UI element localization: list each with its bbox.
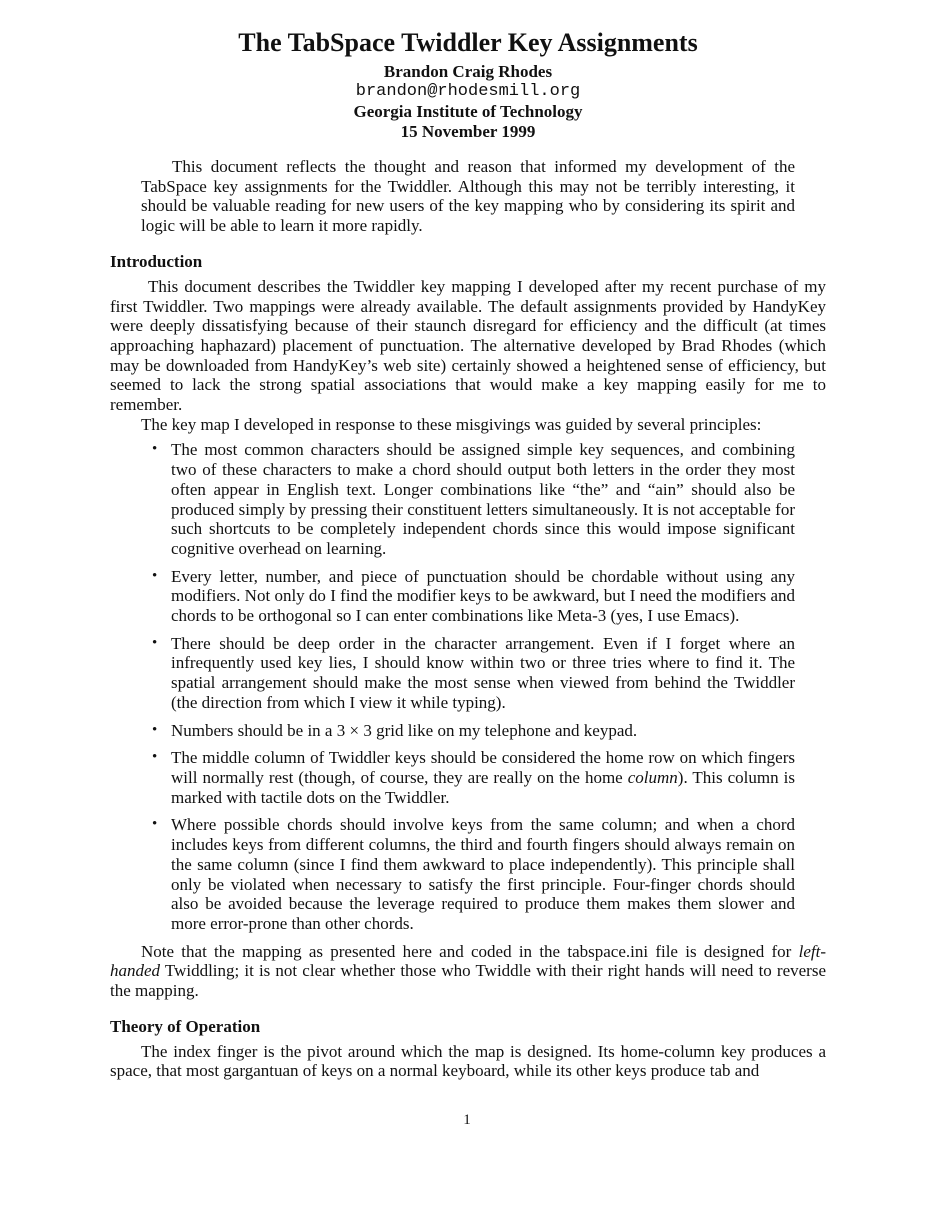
paper-title: The TabSpace Twiddler Key Assignments	[238, 28, 698, 57]
bullet-icon: •	[152, 721, 158, 738]
section-heading-introduction: Introduction	[110, 251, 203, 271]
handedness-note	[110, 942, 826, 1001]
section-heading-theory: Theory of Operation	[110, 1016, 261, 1036]
title-block	[110, 26, 826, 142]
list-item	[152, 720, 795, 741]
principle-text: Where possible chords should involve keys from the same column; and when a chord includes keys from different columns, the third and fourth fingers should always remain on the same column (since I find them awkward to place independently). This principle shall only be violated when necessary to satisfy the first principle. Four-finger chords should also be avoided because the leverage required to produce them makes them slower and more error-prone than other chords.	[171, 815, 795, 933]
principle-text: Numbers should be in a 3 × 3 grid like on my telephone and keypad.	[171, 720, 638, 740]
document-page	[110, 26, 826, 1081]
intro-paragraph-2: The key map I developed in response to these misgivings was guided by several principles:	[141, 414, 762, 434]
principle-emphasis: column	[627, 767, 678, 787]
list-item	[152, 440, 795, 558]
note-text-before: Note that the mapping as presented here and coded in the tabspace.ini file is designed for	[141, 941, 799, 961]
principle-text: Every letter, number, and piece of punctuation should be chordable without using any modifiers. Not only do I find the modifier keys to be awkward, but I need the modifiers and chords to be orthogonal so I can enter combinations like Meta-3 (yes, I use Emacs).	[171, 566, 795, 626]
list-item	[152, 633, 795, 713]
principles-list	[110, 440, 795, 933]
principle-text: There should be deep order in the character arrangement. Even if I forget where an infrequently used key lies, I should know within two or three tries where to find it. The spatial arrangement should make the most sense when viewed from behind the Twiddler (the direction from which I view it while typing).	[171, 633, 795, 712]
bullet-icon: •	[152, 816, 158, 833]
list-item	[152, 748, 795, 807]
bullet-icon: •	[152, 567, 158, 584]
note-emphasis: left-handed	[110, 941, 826, 981]
author-affiliation: Georgia Institute of Technology	[353, 102, 583, 121]
list-item	[152, 815, 795, 933]
note-text-after: Twiddling; it is not clear whether those who Twiddle with their right hands will need to reverse the mapping.	[110, 961, 826, 1001]
principle-text-before: The middle column of Twiddler keys should be considered the home row on which fingers will normally rest (though, of course, they are really on the home	[171, 748, 795, 787]
bullet-icon: •	[152, 634, 158, 651]
author-name: Brandon Craig Rhodes	[383, 62, 553, 81]
page-number: 1	[463, 1112, 471, 1128]
bullet-icon: •	[152, 441, 158, 458]
bullet-icon: •	[152, 749, 158, 766]
principle-text-after: ). This column is marked with tactile dots on the Twiddler.	[171, 767, 795, 807]
intro-paragraph-1: This document describes the Twiddler key mapping I developed after my recent purchase of my first Twiddler. Two mappings were already available. The default assignments provided by HandyKey were deeply dissatisfying because of their staunch disregard for efficiency and the difficult (at times approaching haphazard) placement of punctuation. The alternative developed by Brad Rhodes (which may be downloaded from HandyKey’s web site) certainly showed a heightened sense of efficiency, but seemed to lack the strong spatial associations that would make a key mapping easily for me to remember.	[110, 276, 826, 415]
theory-paragraph-1: The index finger is the pivot around which the map is designed. Its home-column key produces a space, that most gargantuan of keys on a normal keyboard, while its other keys produce tab and	[110, 1041, 826, 1081]
abstract: This document reflects the thought and reason that informed my development of the TabSpace key assignments for the Twiddler. Although this may not be terribly interesting, it should be valuable reading for new users of the key mapping who by considering its spirit and logic will be able to learn it more rapidly.	[141, 157, 795, 236]
list-item	[152, 566, 795, 626]
author-email: brandon@rhodesmill.org	[355, 82, 581, 101]
publication-date: 15 November 1999	[400, 122, 536, 141]
principle-text: The most common characters should be assigned simple key sequences, and combining two of these characters to make a chord should output both letters in the order they most often appear in English text. Longer combinations like “the” and “ain” should also be produced simply by pressing their constituent letters simultaneously. It is not acceptable for such shortcuts to be completely independent chords since this would impose significant cognitive overhead on learning.	[171, 440, 795, 558]
